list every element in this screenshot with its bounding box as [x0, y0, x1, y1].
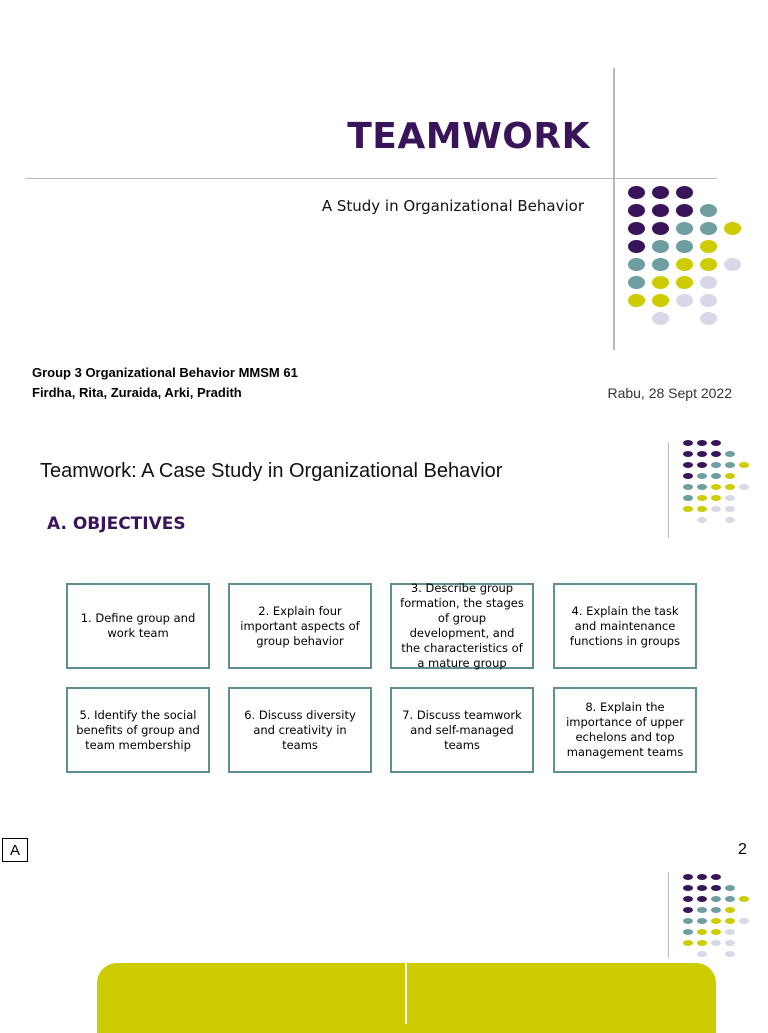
decorative-dot	[725, 929, 735, 935]
decorative-dot-grid-small	[683, 440, 753, 526]
objective-box-5	[66, 687, 210, 773]
decorative-dot	[739, 462, 749, 468]
decorative-dot	[724, 258, 741, 271]
decorative-dot	[724, 222, 741, 235]
decorative-dot	[676, 276, 693, 289]
slide3-vertical-rule	[668, 872, 669, 958]
decorative-dot-grid-large	[628, 186, 748, 331]
decorative-dot	[683, 918, 693, 924]
decorative-dot	[676, 294, 693, 307]
decorative-dot	[628, 258, 645, 271]
decorative-dot	[697, 440, 707, 446]
decorative-dot	[683, 907, 693, 913]
decorative-dot	[683, 885, 693, 891]
decorative-dot	[711, 918, 721, 924]
decorative-dot	[652, 186, 669, 199]
decorative-dot	[683, 462, 693, 468]
decorative-dot	[652, 294, 669, 307]
objective-box-6	[228, 687, 372, 773]
decorative-dot	[711, 940, 721, 946]
decorative-dot	[711, 885, 721, 891]
decorative-dot	[683, 940, 693, 946]
objective-text: 5. Identify the social benefits of group and team membership	[76, 707, 200, 752]
decorative-dot	[725, 462, 735, 468]
decorative-dot	[697, 495, 707, 501]
group-line: Group 3 Organizational Behavior MMSM 61	[32, 365, 298, 380]
title-vertical-rule	[613, 68, 615, 350]
decorative-dot	[697, 473, 707, 479]
decorative-dot	[711, 907, 721, 913]
decorative-dot	[711, 506, 721, 512]
decorative-dot	[739, 484, 749, 490]
decorative-dot	[697, 918, 707, 924]
decorative-dot	[725, 885, 735, 891]
decorative-dot	[683, 440, 693, 446]
slide2-vertical-rule	[668, 442, 669, 538]
objective-box-1	[66, 583, 210, 669]
decorative-dot	[725, 495, 735, 501]
decorative-dot	[711, 484, 721, 490]
decorative-dot	[676, 204, 693, 217]
decorative-dot	[700, 222, 717, 235]
decorative-dot	[676, 240, 693, 253]
decorative-dot	[697, 451, 707, 457]
decorative-dot	[697, 517, 707, 523]
page-number: 2	[738, 841, 747, 858]
decorative-dot	[628, 222, 645, 235]
objective-box-2	[228, 583, 372, 669]
decorative-dot	[697, 462, 707, 468]
decorative-dot	[700, 312, 717, 325]
decorative-dot	[697, 951, 707, 957]
decorative-dot	[676, 186, 693, 199]
decorative-dot	[739, 918, 749, 924]
decorative-dot-grid-small-2	[683, 874, 753, 960]
decorative-dot	[725, 451, 735, 457]
objective-box-7	[390, 687, 534, 773]
objectives-heading: A. OBJECTIVES	[47, 514, 186, 534]
decorative-dot	[725, 951, 735, 957]
decorative-dot	[739, 896, 749, 902]
decorative-dot	[697, 874, 707, 880]
decorative-dot	[628, 294, 645, 307]
slide3-banner-divider	[405, 963, 407, 1024]
decorative-dot	[711, 929, 721, 935]
decorative-dot	[711, 473, 721, 479]
slide-title: TEAMWORK	[347, 116, 590, 157]
decorative-dot	[652, 222, 669, 235]
decorative-dot	[711, 495, 721, 501]
decorative-dot	[700, 240, 717, 253]
decorative-dot	[652, 312, 669, 325]
decorative-dot	[697, 506, 707, 512]
decorative-dot	[725, 517, 735, 523]
decorative-dot	[683, 896, 693, 902]
decorative-dot	[700, 294, 717, 307]
decorative-dot	[683, 484, 693, 490]
title-horizontal-rule	[25, 178, 717, 179]
decorative-dot	[628, 276, 645, 289]
decorative-dot	[683, 495, 693, 501]
decorative-dot	[700, 258, 717, 271]
decorative-dot	[652, 258, 669, 271]
decorative-dot	[676, 258, 693, 271]
objective-box-8	[553, 687, 697, 773]
slide-marker: A	[2, 838, 28, 862]
decorative-dot	[700, 276, 717, 289]
decorative-dot	[628, 240, 645, 253]
slide2-title: Teamwork: A Case Study in Organizational Behavior	[40, 460, 503, 482]
decorative-dot	[697, 484, 707, 490]
objective-text: 8. Explain the importance of upper echelons and top management teams	[566, 700, 684, 759]
objective-text: 4. Explain the task and maintenance functions in groups	[569, 603, 681, 648]
decorative-dot	[697, 907, 707, 913]
decorative-dot	[725, 473, 735, 479]
decorative-dot	[683, 451, 693, 457]
decorative-dot	[725, 918, 735, 924]
decorative-dot	[697, 940, 707, 946]
decorative-dot	[683, 874, 693, 880]
decorative-dot	[697, 929, 707, 935]
objective-text: 7. Discuss teamwork and self-managed teams	[402, 707, 522, 752]
decorative-dot	[697, 885, 707, 891]
objective-box-3	[390, 583, 534, 669]
decorative-dot	[683, 506, 693, 512]
decorative-dot	[711, 462, 721, 468]
objective-text: 1. Define group and work team	[80, 611, 196, 640]
decorative-dot	[725, 506, 735, 512]
slide-subtitle: A Study in Organizational Behavior	[321, 197, 584, 215]
decorative-dot	[628, 204, 645, 217]
objective-text: 6. Discuss diversity and creativity in teams	[244, 707, 356, 752]
decorative-dot	[652, 276, 669, 289]
decorative-dot	[711, 896, 721, 902]
decorative-dot	[676, 222, 693, 235]
decorative-dot	[711, 451, 721, 457]
decorative-dot	[725, 907, 735, 913]
decorative-dot	[725, 484, 735, 490]
member-names: Firdha, Rita, Zuraida, Arki, Pradith	[32, 385, 242, 400]
decorative-dot	[697, 896, 707, 902]
decorative-dot	[683, 473, 693, 479]
decorative-dot	[711, 440, 721, 446]
decorative-dot	[683, 929, 693, 935]
objective-text: 2. Explain four important aspects of group behavior	[240, 603, 360, 648]
decorative-dot	[725, 940, 735, 946]
decorative-dot	[711, 874, 721, 880]
decorative-dot	[725, 896, 735, 902]
decorative-dot	[652, 240, 669, 253]
decorative-dot	[700, 204, 717, 217]
presentation-date: Rabu, 28 Sept 2022	[607, 385, 732, 401]
objective-text: 3. Describe group formation, the stages of group development, and the characteristics of a mature group	[400, 581, 524, 670]
objective-box-4	[553, 583, 697, 669]
decorative-dot	[652, 204, 669, 217]
decorative-dot	[628, 186, 645, 199]
